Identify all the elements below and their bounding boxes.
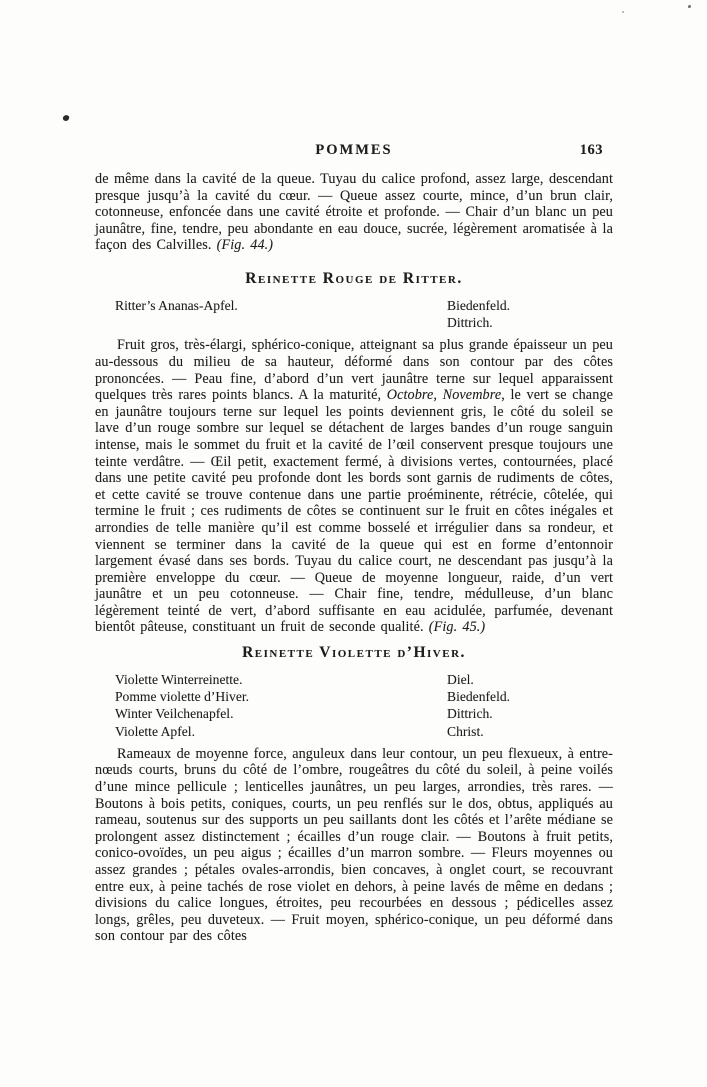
paragraph-text: Rameaux de moyenne force, anguleux dans leur contour, un peu flexueux, à entre-nœuds courts, bruns du côté de l’ombre, rougeâtres du côté du soleil, à peine voilés d’une mince pellicule ; lenticelles jaunâtres, un peu larges, arrondies, très rares. — Boutons à bois petits, coniques, courts, un peu renflés sur le dos, obtus, appliqués au rameau, soutenus sur des supports un peu saillants dont les côtés et l’arête médiane se prolongent assez distinctement ; écailles d’un rouge clair. — Boutons à fruit petits, conico-ovoïdes, un peu aigus ; écailles d’un marron sombre. — Fleurs moyennes ou assez grandes ; pétales ovales-arrondis, bien concaves, à onglet court, se recouvrant entre eux, à peine tachés de rose violet en dehors, à peine lavés de même en dedans ; divisions du calice longues, étroites, peu recourbées en dessous ; pédicelles assez longs, grêles, peu duveteux. — Fruit moyen, sphérico-conique, un peu déformé dans son contour par des côtes xyxy=(95,745,613,945)
ink-speck xyxy=(62,114,70,122)
synonym-row xyxy=(95,688,613,705)
synonym-name xyxy=(95,314,447,331)
synonym-row xyxy=(95,314,613,331)
paragraph-rameaux-description-violette xyxy=(95,746,613,945)
maturity-months-italic: Octobre, Novembre xyxy=(386,387,502,404)
synonym-row xyxy=(95,297,613,314)
synonym-authority: Dittrich. xyxy=(447,315,493,331)
synonym-name: Violette Apfel. xyxy=(115,723,195,739)
figure-reference-45: (Fig. 45.) xyxy=(428,619,486,636)
paragraph-text: de même dans la cavité de la queue. Tuyau du calice profond, assez large, descendant presque jusqu’à la cavité du cœur. — Queue assez courte, mince, d’un brun clair, cotonneuse, enfoncée dans une cavité étroite et profonde. — Chair d’un blanc un peu jaunâtre, fine, tendre, peu abondante en eau douce, sucrée, légèrement aromatisée à la façon des Calvilles. xyxy=(95,171,613,254)
paragraph-text: , le vert se change en jaunâtre toujours terne sur lequel les points deviennent gris, le côté du soleil se lave d’un rouge sombre sur lequel se détachent de larges bandes d’un rouge sanguin intense, mais le sommet du fruit et la cavité de l’œil conservent presque toujours une teinte verdâtre. — Œil petit, exactement fermé, à divisions vertes, contournées, placé dans une petite cavité peu profonde dont les bords sont garnis de rudiments de côtes, et cette cavité se trouve contenue dans une partie proéminente, rétrécie, côtelée, qui termine le fruit ; ces rudiments de côtes se continuent sur le fruit en côtes inégales et arrondies de telle manière qu’il est comme bosselé et irrégulier dans sa rondeur, et viennent se terminer dans la cavité de la queue qui est en forme d’entonnoir largement évasé dans ses bords. Tuyau du calice court, ne descendant pas jusqu’à la première enveloppe du cœur. — Queue de moyenne longueur, raide, d’un vert jaunâtre et un peu cotonneuse. — Chair fine, tendre, médulleuse, d’un blanc légèrement teinté de vert, d’abord suffisante en eau acidulée, parfumée, devenant bientôt pâteuse, constituant un fruit de seconde qualité. xyxy=(95,387,613,636)
synonym-authority: Dittrich. xyxy=(447,706,493,722)
synonym-authority: Biedenfeld. xyxy=(447,689,511,705)
text-column xyxy=(95,141,613,945)
paragraph-text: Fruit gros, très-élargi, sphérico-conique, atteignant sa plus grande épaisseur un peu au-dessous du milieu de sa hauteur, déformé dans son contour par des côtes prononcées. — Peau fine, d’abord d’un vert jaunâtre terne sur lequel apparaissent quelques très rares points blancs. A la maturité, xyxy=(95,337,613,404)
page-number: 163 xyxy=(579,142,603,158)
running-header xyxy=(95,141,613,159)
ink-speck xyxy=(622,11,624,13)
synonym-table-ritter xyxy=(95,297,613,331)
figure-reference-44: (Fig. 44.) xyxy=(216,237,274,254)
synonym-authority: Diel. xyxy=(447,672,474,688)
section-title-reinette-rouge-de-ritter: Reinette Rouge de Ritter. xyxy=(245,269,463,287)
running-head-title: POMMES xyxy=(315,142,393,158)
synonym-row xyxy=(95,705,613,722)
synonym-authority: Biedenfeld. xyxy=(447,297,511,313)
section-title-reinette-violette-dhiver: Reinette Violette d’Hiver. xyxy=(242,644,466,662)
synonym-name: Ritter’s Ananas-Apfel. xyxy=(115,297,238,313)
ink-speck xyxy=(688,5,691,8)
paragraph-continuation xyxy=(95,171,613,254)
synonym-row xyxy=(95,671,613,688)
synonym-name: Violette Winterreinette. xyxy=(115,672,243,688)
paragraph-fruit-description-ritter xyxy=(95,337,613,636)
synonym-table-violette xyxy=(95,671,613,740)
synonym-name: Winter Veilchenapfel. xyxy=(115,706,234,722)
synonym-row xyxy=(95,723,613,740)
synonym-authority: Christ. xyxy=(447,723,484,739)
synonym-name: Pomme violette d’Hiver. xyxy=(115,689,250,705)
